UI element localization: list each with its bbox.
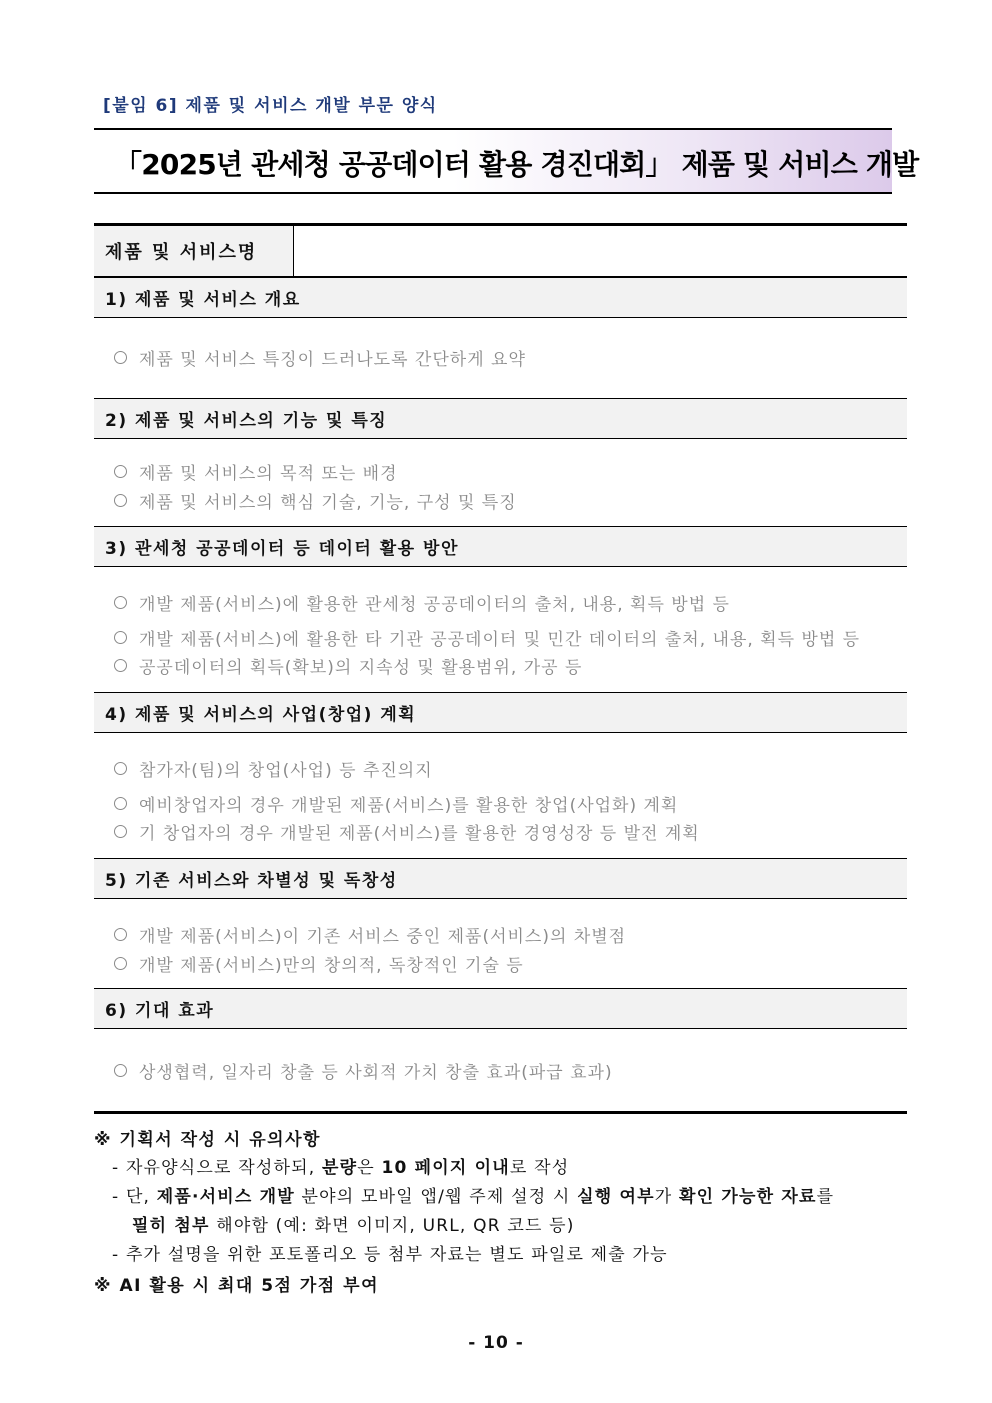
section-body [94, 899, 907, 989]
circle-bullet-icon [114, 928, 127, 941]
guide-item: 제품 및 서비스 특징이 드러나도록 간단하게 요약 [114, 347, 907, 367]
guide-item: 개발 제품(서비스)이 기존 서비스 중인 제품(서비스)의 차별점 [114, 915, 907, 953]
circle-bullet-icon [114, 494, 127, 507]
attachment-label: [붙임 6] 제품 및 서비스 개발 부문 양식 [103, 96, 438, 116]
circle-bullet-icon [114, 659, 127, 672]
circle-bullet-icon [114, 465, 127, 478]
notes-heading: ※ 기획서 작성 시 유의사항 [94, 1130, 321, 1150]
section-heading: 5) 기존 서비스와 차별성 및 독창성 [94, 859, 907, 899]
section-body [94, 439, 907, 527]
section-heading: 3) 관세청 공공데이터 등 데이터 활용 방안 [94, 527, 907, 567]
circle-bullet-icon [114, 797, 127, 810]
document-title: 「2025년 관세청 공공데이터 활용 경진대회」 제품 및 서비스 개발 [114, 148, 919, 181]
guide-item: 제품 및 서비스의 핵심 기술, 기능, 구성 및 특징 [114, 490, 907, 510]
section-heading: 4) 제품 및 서비스의 사업(창업) 계획 [94, 693, 907, 733]
note-line: - 추가 설명을 위한 포토폴리오 등 첨부 자료는 별도 파일로 제출 가능 [112, 1245, 668, 1265]
circle-bullet-icon [114, 631, 127, 644]
guide-item: 개발 제품(서비스)에 활용한 관세청 공공데이터의 출처, 내용, 획득 방법 등 [114, 585, 907, 620]
service-name-label: 제품 및 서비스명 [94, 226, 294, 276]
page-number: - 10 - [468, 1333, 524, 1353]
section-body [94, 318, 907, 399]
circle-bullet-icon [114, 762, 127, 775]
section-heading: 6) 기대 효과 [94, 989, 907, 1029]
guide-item: 기 창업자의 경우 개발된 제품(서비스)를 활용한 경영성장 등 발전 계획 [114, 821, 907, 841]
section-heading: 2) 제품 및 서비스의 기능 및 특징 [94, 399, 907, 439]
proposal-form [94, 223, 907, 1109]
note-line-continued: 필히 첨부 해야함 (예: 화면 이미지, URL, QR 코드 등) [132, 1216, 575, 1236]
service-name-field[interactable] [294, 226, 907, 276]
circle-bullet-icon [114, 1064, 127, 1077]
writing-notes [94, 1126, 907, 1300]
guide-item: 개발 제품(서비스)에 활용한 타 기관 공공데이터 및 민간 데이터의 출처, 내용, 획득 방법 등 [114, 620, 907, 655]
form-bottom-rule [94, 1111, 907, 1114]
note-line: - 자유양식으로 작성하되, 분량은 10 페이지 이내로 작성 [112, 1158, 570, 1178]
circle-bullet-icon [114, 957, 127, 970]
circle-bullet-icon [114, 825, 127, 838]
guide-item: 참가자(팀)의 창업(사업) 등 추진의지 [114, 751, 907, 786]
ai-bonus-note: ※ AI 활용 시 최대 5점 가점 부여 [94, 1276, 379, 1296]
guide-item: 예비창업자의 경우 개발된 제품(서비스)를 활용한 창업(사업화) 계획 [114, 786, 907, 821]
guide-item: 개발 제품(서비스)만의 창의적, 독창적인 기술 등 [114, 953, 907, 973]
guide-item: 공공데이터의 획득(확보)의 지속성 및 활용범위, 가공 등 [114, 655, 907, 675]
note-line: - 단, 제품·서비스 개발 분야의 모바일 앱/웹 주제 설정 시 실행 여부가 확인 가능한 자료를 [112, 1187, 835, 1207]
circle-bullet-icon [114, 351, 127, 364]
service-name-row [94, 226, 907, 278]
section-body [94, 733, 907, 859]
section-body [94, 1029, 907, 1109]
guide-item: 상생협력, 일자리 창출 등 사회적 가치 창출 효과(파급 효과) [114, 1060, 907, 1080]
title-banner [94, 128, 919, 194]
section-heading: 1) 제품 및 서비스 개요 [94, 278, 907, 318]
section-body [94, 567, 907, 693]
guide-item: 제품 및 서비스의 목적 또는 배경 [114, 452, 907, 490]
circle-bullet-icon [114, 596, 127, 609]
